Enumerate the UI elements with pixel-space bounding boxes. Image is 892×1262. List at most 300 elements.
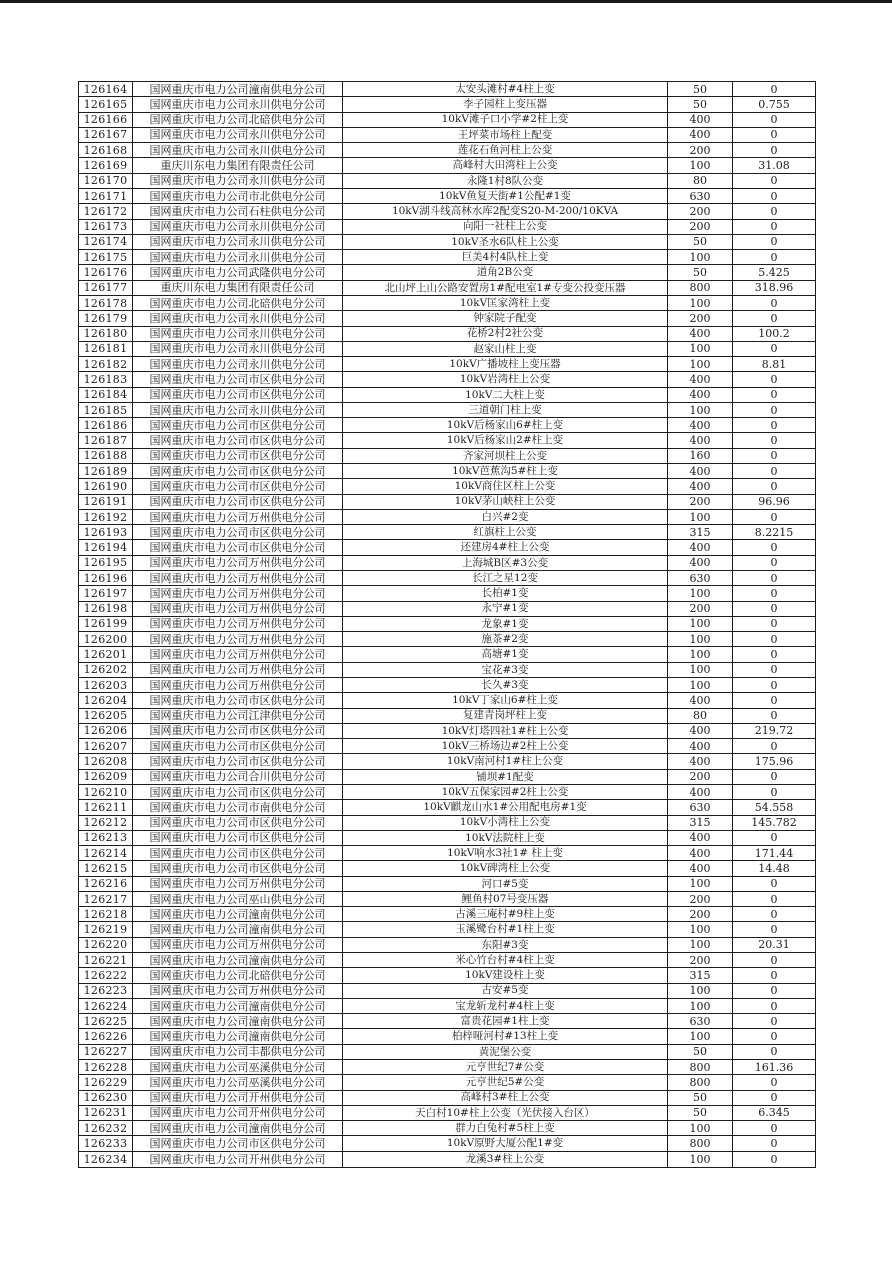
cell-company: 国网重庆市电力公司市区供电分公司 xyxy=(133,525,343,540)
cell-company: 国网重庆市电力公司永川供电分公司 xyxy=(133,326,343,341)
cell-station-name: 永隆1村8队公变 xyxy=(343,173,668,188)
cell-company: 国网重庆市电力公司巫溪供电分公司 xyxy=(133,1060,343,1075)
cell-record-id: 126215 xyxy=(79,861,133,876)
table-row xyxy=(79,188,816,203)
cell-capacity: 80 xyxy=(668,173,733,188)
cell-station-name: 上海城B区#3公变 xyxy=(343,555,668,570)
cell-company: 国网重庆市电力公司万州供电分公司 xyxy=(133,571,343,586)
cell-capacity: 400 xyxy=(668,387,733,402)
table-row xyxy=(79,112,816,127)
cell-record-id: 126168 xyxy=(79,143,133,158)
table-row xyxy=(79,82,816,97)
cell-value: 5.425 xyxy=(733,265,816,280)
cell-capacity: 50 xyxy=(668,97,733,112)
cell-record-id: 126177 xyxy=(79,280,133,295)
cell-company: 国网重庆市电力公司市区供电分公司 xyxy=(133,540,343,555)
table-row xyxy=(79,387,816,402)
table-row xyxy=(79,494,816,509)
cell-capacity: 200 xyxy=(668,769,733,784)
cell-capacity: 400 xyxy=(668,861,733,876)
cell-station-name: 施茶#2变 xyxy=(343,632,668,647)
cell-capacity: 200 xyxy=(668,907,733,922)
cell-company: 国网重庆市电力公司市区供电分公司 xyxy=(133,372,343,387)
cell-record-id: 126224 xyxy=(79,998,133,1013)
cell-capacity: 100 xyxy=(668,998,733,1013)
cell-company: 国网重庆市电力公司开州供电分公司 xyxy=(133,1105,343,1120)
cell-capacity: 200 xyxy=(668,891,733,906)
table-row xyxy=(79,357,816,372)
table-row xyxy=(79,234,816,249)
cell-station-name: 柏梓哑河村#13柱上变 xyxy=(343,1029,668,1044)
cell-station-name: 古溪三庵村#9柱上变 xyxy=(343,907,668,922)
cell-record-id: 126211 xyxy=(79,800,133,815)
cell-station-name: 龙溪3#柱上公变 xyxy=(343,1151,668,1167)
cell-company: 国网重庆市电力公司万州供电分公司 xyxy=(133,586,343,601)
cell-value: 0 xyxy=(733,1029,816,1044)
cell-value: 0 xyxy=(733,234,816,249)
cell-company: 国网重庆市电力公司潼南供电分公司 xyxy=(133,998,343,1013)
table-row xyxy=(79,846,816,861)
table-row xyxy=(79,1044,816,1059)
cell-company: 国网重庆市电力公司永川供电分公司 xyxy=(133,402,343,417)
table-row xyxy=(79,739,816,754)
cell-station-name: 10kV响水3社1# 柱上变 xyxy=(343,846,668,861)
cell-record-id: 126232 xyxy=(79,1121,133,1136)
cell-station-name: 鲤鱼村07号变压器 xyxy=(343,891,668,906)
cell-station-name: 10kV广播坡柱上变压器 xyxy=(343,357,668,372)
cell-value: 0 xyxy=(733,677,816,692)
cell-capacity: 100 xyxy=(668,876,733,891)
table-row xyxy=(79,891,816,906)
table-row xyxy=(79,632,816,647)
cell-station-name: 10kV匡家湾柱上变 xyxy=(343,295,668,310)
cell-value: 0 xyxy=(733,540,816,555)
cell-company: 国网重庆市电力公司潼南供电分公司 xyxy=(133,82,343,97)
table-row xyxy=(79,280,816,295)
cell-record-id: 126186 xyxy=(79,418,133,433)
cell-company: 国网重庆市电力公司潼南供电分公司 xyxy=(133,922,343,937)
cell-value: 0 xyxy=(733,586,816,601)
cell-station-name: 10kV滩子口小学#2柱上变 xyxy=(343,112,668,127)
table-row xyxy=(79,937,816,952)
cell-company: 国网重庆市电力公司市区供电分公司 xyxy=(133,387,343,402)
cell-station-name: 宝花#3变 xyxy=(343,662,668,677)
cell-value: 0 xyxy=(733,784,816,799)
cell-company: 国网重庆市电力公司北碚供电分公司 xyxy=(133,112,343,127)
cell-station-name: 10kV丁家山6#柱上变 xyxy=(343,693,668,708)
cell-station-name: 高峰村3#柱上公变 xyxy=(343,1090,668,1105)
cell-station-name: 10kV灯塔四社1#柱上公变 xyxy=(343,723,668,738)
cell-capacity: 200 xyxy=(668,494,733,509)
cell-value: 0 xyxy=(733,555,816,570)
cell-record-id: 126225 xyxy=(79,1014,133,1029)
cell-record-id: 126205 xyxy=(79,708,133,723)
cell-value: 0 xyxy=(733,662,816,677)
cell-station-name: 米心竹台村#4柱上变 xyxy=(343,953,668,968)
cell-company: 国网重庆市电力公司永川供电分公司 xyxy=(133,234,343,249)
cell-station-name: 10kV麒龙山水1#公用配电房#1变 xyxy=(343,800,668,815)
cell-station-name: 东阳#3变 xyxy=(343,937,668,952)
cell-record-id: 126206 xyxy=(79,723,133,738)
cell-record-id: 126181 xyxy=(79,341,133,356)
cell-value: 6.345 xyxy=(733,1105,816,1120)
cell-station-name: 长江之星12变 xyxy=(343,571,668,586)
cell-company: 国网重庆市电力公司市区供电分公司 xyxy=(133,479,343,494)
cell-capacity: 200 xyxy=(668,953,733,968)
cell-record-id: 126169 xyxy=(79,158,133,173)
table-row xyxy=(79,647,816,662)
cell-record-id: 126220 xyxy=(79,937,133,952)
cell-station-name: 10kV三桥场边#2柱上公变 xyxy=(343,739,668,754)
cell-value: 0 xyxy=(733,1121,816,1136)
cell-capacity: 400 xyxy=(668,127,733,142)
table-row xyxy=(79,769,816,784)
cell-record-id: 126214 xyxy=(79,846,133,861)
window-top-edge xyxy=(0,0,892,3)
cell-value: 318.96 xyxy=(733,280,816,295)
cell-value: 54.558 xyxy=(733,800,816,815)
cell-company: 国网重庆市电力公司开州供电分公司 xyxy=(133,1090,343,1105)
cell-company: 国网重庆市电力公司永川供电分公司 xyxy=(133,219,343,234)
cell-record-id: 126191 xyxy=(79,494,133,509)
cell-station-name: 10kV后杨家山6#柱上变 xyxy=(343,418,668,433)
cell-capacity: 800 xyxy=(668,1075,733,1090)
cell-capacity: 400 xyxy=(668,723,733,738)
table-row xyxy=(79,784,816,799)
cell-record-id: 126216 xyxy=(79,876,133,891)
cell-record-id: 126210 xyxy=(79,784,133,799)
cell-capacity: 315 xyxy=(668,815,733,830)
cell-capacity: 200 xyxy=(668,143,733,158)
cell-value: 0 xyxy=(733,448,816,463)
cell-value: 8.2215 xyxy=(733,525,816,540)
cell-company: 国网重庆市电力公司市区供电分公司 xyxy=(133,815,343,830)
table-row xyxy=(79,448,816,463)
table-row xyxy=(79,341,816,356)
cell-company: 国网重庆市电力公司市区供电分公司 xyxy=(133,433,343,448)
cell-station-name: 长柏#1变 xyxy=(343,586,668,601)
cell-capacity: 400 xyxy=(668,326,733,341)
table-row xyxy=(79,555,816,570)
cell-record-id: 126196 xyxy=(79,571,133,586)
cell-record-id: 126213 xyxy=(79,830,133,845)
table-row xyxy=(79,402,816,417)
cell-company: 国网重庆市电力公司开州供电分公司 xyxy=(133,1151,343,1167)
cell-value: 0 xyxy=(733,693,816,708)
cell-station-name: 红旗柱上公变 xyxy=(343,525,668,540)
cell-capacity: 100 xyxy=(668,250,733,265)
cell-capacity: 200 xyxy=(668,204,733,219)
cell-value: 0 xyxy=(733,112,816,127)
cell-station-name: 10kV南河村1#柱上公变 xyxy=(343,754,668,769)
table-row xyxy=(79,158,816,173)
cell-station-name: 元亨世纪7#公变 xyxy=(343,1060,668,1075)
cell-capacity: 50 xyxy=(668,1044,733,1059)
cell-station-name: 道角2B公变 xyxy=(343,265,668,280)
cell-record-id: 126172 xyxy=(79,204,133,219)
cell-record-id: 126227 xyxy=(79,1044,133,1059)
cell-record-id: 126212 xyxy=(79,815,133,830)
table-row xyxy=(79,509,816,524)
cell-capacity: 400 xyxy=(668,433,733,448)
cell-company: 国网重庆市电力公司市北供电分公司 xyxy=(133,188,343,203)
cell-value: 219.72 xyxy=(733,723,816,738)
cell-station-name: 齐家河坝柱上公变 xyxy=(343,448,668,463)
cell-capacity: 160 xyxy=(668,448,733,463)
table-row xyxy=(79,1136,816,1151)
cell-station-name: 10kV圣水6队柱上公变 xyxy=(343,234,668,249)
cell-station-name: 高峰村大田湾柱上公变 xyxy=(343,158,668,173)
cell-station-name: 10kV原野大厦公配1#变 xyxy=(343,1136,668,1151)
cell-record-id: 126180 xyxy=(79,326,133,341)
table-row xyxy=(79,418,816,433)
cell-capacity: 400 xyxy=(668,112,733,127)
cell-station-name: 10kV法院柱上变 xyxy=(343,830,668,845)
cell-company: 国网重庆市电力公司市区供电分公司 xyxy=(133,418,343,433)
cell-company: 国网重庆市电力公司巫溪供电分公司 xyxy=(133,1075,343,1090)
cell-company: 国网重庆市电力公司市区供电分公司 xyxy=(133,448,343,463)
cell-company: 国网重庆市电力公司潼南供电分公司 xyxy=(133,1014,343,1029)
cell-capacity: 50 xyxy=(668,265,733,280)
cell-record-id: 126204 xyxy=(79,693,133,708)
table-row xyxy=(79,1014,816,1029)
cell-company: 国网重庆市电力公司市区供电分公司 xyxy=(133,1136,343,1151)
table-row xyxy=(79,876,816,891)
cell-company: 国网重庆市电力公司万州供电分公司 xyxy=(133,632,343,647)
cell-capacity: 200 xyxy=(668,311,733,326)
table-row xyxy=(79,616,816,631)
cell-station-name: 巨美4村4队柱上变 xyxy=(343,250,668,265)
cell-company: 国网重庆市电力公司市区供电分公司 xyxy=(133,723,343,738)
table-row xyxy=(79,723,816,738)
table-row xyxy=(79,265,816,280)
cell-record-id: 126195 xyxy=(79,555,133,570)
cell-capacity: 100 xyxy=(668,1151,733,1167)
table-row xyxy=(79,922,816,937)
cell-capacity: 800 xyxy=(668,1060,733,1075)
cell-company: 国网重庆市电力公司北碚供电分公司 xyxy=(133,295,343,310)
table-row xyxy=(79,677,816,692)
cell-capacity: 50 xyxy=(668,234,733,249)
cell-capacity: 400 xyxy=(668,784,733,799)
cell-station-name: 10kV茅山峡柱上公变 xyxy=(343,494,668,509)
cell-station-name: 10kV岩湾柱上公变 xyxy=(343,372,668,387)
cell-station-name: 10kV小湾柱上公变 xyxy=(343,815,668,830)
cell-company: 国网重庆市电力公司市区供电分公司 xyxy=(133,846,343,861)
table-row xyxy=(79,143,816,158)
table-row xyxy=(79,693,816,708)
cell-record-id: 126199 xyxy=(79,616,133,631)
table-row xyxy=(79,1151,816,1167)
cell-capacity: 100 xyxy=(668,1121,733,1136)
cell-value: 0 xyxy=(733,830,816,845)
table-row xyxy=(79,479,816,494)
cell-capacity: 50 xyxy=(668,1090,733,1105)
cell-capacity: 630 xyxy=(668,188,733,203)
cell-capacity: 315 xyxy=(668,968,733,983)
cell-company: 国网重庆市电力公司市南供电分公司 xyxy=(133,800,343,815)
cell-station-name: 天白村10#柱上公变（光伏接入台区） xyxy=(343,1105,668,1120)
cell-value: 0.755 xyxy=(733,97,816,112)
cell-company: 国网重庆市电力公司永川供电分公司 xyxy=(133,173,343,188)
cell-company: 国网重庆市电力公司万州供电分公司 xyxy=(133,616,343,631)
cell-value: 0 xyxy=(733,250,816,265)
cell-capacity: 400 xyxy=(668,464,733,479)
cell-station-name: 10kV湖斗线高林水库2配变S20-M-200/10KVA xyxy=(343,204,668,219)
transformer-data-table xyxy=(78,81,816,1168)
cell-company: 国网重庆市电力公司合川供电分公司 xyxy=(133,769,343,784)
cell-value: 0 xyxy=(733,402,816,417)
table-row xyxy=(79,830,816,845)
cell-station-name: 古安#5变 xyxy=(343,983,668,998)
table-row xyxy=(79,1075,816,1090)
cell-capacity: 100 xyxy=(668,983,733,998)
cell-capacity: 80 xyxy=(668,708,733,723)
table-row xyxy=(79,1060,816,1075)
cell-value: 0 xyxy=(733,464,816,479)
cell-company: 国网重庆市电力公司石柱供电分公司 xyxy=(133,204,343,219)
cell-value: 0 xyxy=(733,1151,816,1167)
cell-capacity: 100 xyxy=(668,357,733,372)
cell-station-name: 长久#3变 xyxy=(343,677,668,692)
table-row xyxy=(79,97,816,112)
cell-record-id: 126167 xyxy=(79,127,133,142)
table-row xyxy=(79,219,816,234)
table-body xyxy=(79,82,816,1168)
cell-company: 国网重庆市电力公司市区供电分公司 xyxy=(133,693,343,708)
table-row xyxy=(79,525,816,540)
cell-record-id: 126208 xyxy=(79,754,133,769)
cell-value: 0 xyxy=(733,1136,816,1151)
cell-record-id: 126175 xyxy=(79,250,133,265)
cell-station-name: 还建房4#柱上公变 xyxy=(343,540,668,555)
cell-company: 国网重庆市电力公司巫山供电分公司 xyxy=(133,891,343,906)
cell-record-id: 126190 xyxy=(79,479,133,494)
cell-value: 171.44 xyxy=(733,846,816,861)
cell-value: 20.31 xyxy=(733,937,816,952)
cell-value: 0 xyxy=(733,372,816,387)
cell-company: 国网重庆市电力公司永川供电分公司 xyxy=(133,250,343,265)
cell-company: 国网重庆市电力公司市区供电分公司 xyxy=(133,494,343,509)
cell-value: 0 xyxy=(733,632,816,647)
cell-capacity: 315 xyxy=(668,525,733,540)
cell-value: 0 xyxy=(733,876,816,891)
cell-capacity: 50 xyxy=(668,82,733,97)
cell-record-id: 126183 xyxy=(79,372,133,387)
table-row xyxy=(79,127,816,142)
cell-company: 国网重庆市电力公司万州供电分公司 xyxy=(133,647,343,662)
table-row xyxy=(79,464,816,479)
cell-station-name: 10kV商住区柱上公变 xyxy=(343,479,668,494)
cell-capacity: 100 xyxy=(668,295,733,310)
cell-capacity: 100 xyxy=(668,632,733,647)
cell-record-id: 126233 xyxy=(79,1136,133,1151)
cell-value: 0 xyxy=(733,953,816,968)
cell-capacity: 100 xyxy=(668,922,733,937)
cell-station-name: 高塘#1变 xyxy=(343,647,668,662)
cell-record-id: 126170 xyxy=(79,173,133,188)
cell-capacity: 100 xyxy=(668,341,733,356)
cell-record-id: 126219 xyxy=(79,922,133,937)
cell-record-id: 126197 xyxy=(79,586,133,601)
cell-company: 国网重庆市电力公司市区供电分公司 xyxy=(133,739,343,754)
cell-capacity: 400 xyxy=(668,739,733,754)
cell-company: 国网重庆市电力公司万州供电分公司 xyxy=(133,983,343,998)
cell-capacity: 100 xyxy=(668,647,733,662)
cell-company: 国网重庆市电力公司万州供电分公司 xyxy=(133,937,343,952)
cell-value: 0 xyxy=(733,1044,816,1059)
table-row xyxy=(79,586,816,601)
table-row xyxy=(79,953,816,968)
cell-capacity: 100 xyxy=(668,586,733,601)
cell-company: 国网重庆市电力公司永川供电分公司 xyxy=(133,311,343,326)
cell-company: 国网重庆市电力公司北碚供电分公司 xyxy=(133,968,343,983)
cell-record-id: 126231 xyxy=(79,1105,133,1120)
cell-station-name: 龙象#1变 xyxy=(343,616,668,631)
table-row xyxy=(79,601,816,616)
table-row xyxy=(79,204,816,219)
cell-value: 0 xyxy=(733,708,816,723)
cell-station-name: 玉溪鹭台村#1柱上变 xyxy=(343,922,668,937)
table-row xyxy=(79,1090,816,1105)
cell-value: 0 xyxy=(733,127,816,142)
cell-record-id: 126228 xyxy=(79,1060,133,1075)
cell-company: 国网重庆市电力公司万州供电分公司 xyxy=(133,677,343,692)
cell-record-id: 126229 xyxy=(79,1075,133,1090)
cell-capacity: 200 xyxy=(668,601,733,616)
cell-station-name: 赵家山柱上变 xyxy=(343,341,668,356)
cell-record-id: 126188 xyxy=(79,448,133,463)
cell-record-id: 126202 xyxy=(79,662,133,677)
cell-value: 0 xyxy=(733,418,816,433)
cell-company: 国网重庆市电力公司市区供电分公司 xyxy=(133,464,343,479)
cell-capacity: 100 xyxy=(668,402,733,417)
cell-company: 国网重庆市电力公司潼南供电分公司 xyxy=(133,907,343,922)
cell-record-id: 126194 xyxy=(79,540,133,555)
cell-value: 0 xyxy=(733,601,816,616)
cell-value: 0 xyxy=(733,647,816,662)
cell-station-name: 李子园柱上变压器 xyxy=(343,97,668,112)
cell-record-id: 126201 xyxy=(79,647,133,662)
table-row xyxy=(79,1105,816,1120)
cell-value: 0 xyxy=(733,204,816,219)
cell-company: 国网重庆市电力公司丰都供电分公司 xyxy=(133,1044,343,1059)
cell-station-name: 王坪菜市场柱上配变 xyxy=(343,127,668,142)
cell-station-name: 北山坪上山公路安置房1#配电室1#专变公投变压器 xyxy=(343,280,668,295)
cell-capacity: 100 xyxy=(668,158,733,173)
cell-station-name: 黄泥堡公变 xyxy=(343,1044,668,1059)
cell-value: 0 xyxy=(733,219,816,234)
cell-company: 重庆川东电力集团有限责任公司 xyxy=(133,280,343,295)
cell-record-id: 126189 xyxy=(79,464,133,479)
cell-record-id: 126182 xyxy=(79,357,133,372)
cell-station-name: 10kV建设柱上变 xyxy=(343,968,668,983)
table-row xyxy=(79,571,816,586)
cell-company: 国网重庆市电力公司市区供电分公司 xyxy=(133,784,343,799)
cell-value: 175.96 xyxy=(733,754,816,769)
cell-capacity: 400 xyxy=(668,846,733,861)
cell-station-name: 花桥2村2社公变 xyxy=(343,326,668,341)
table-row xyxy=(79,173,816,188)
cell-company: 国网重庆市电力公司永川供电分公司 xyxy=(133,341,343,356)
cell-record-id: 126184 xyxy=(79,387,133,402)
cell-capacity: 800 xyxy=(668,1136,733,1151)
cell-value: 0 xyxy=(733,998,816,1013)
cell-record-id: 126222 xyxy=(79,968,133,983)
cell-value: 0 xyxy=(733,907,816,922)
table-row xyxy=(79,372,816,387)
cell-record-id: 126164 xyxy=(79,82,133,97)
